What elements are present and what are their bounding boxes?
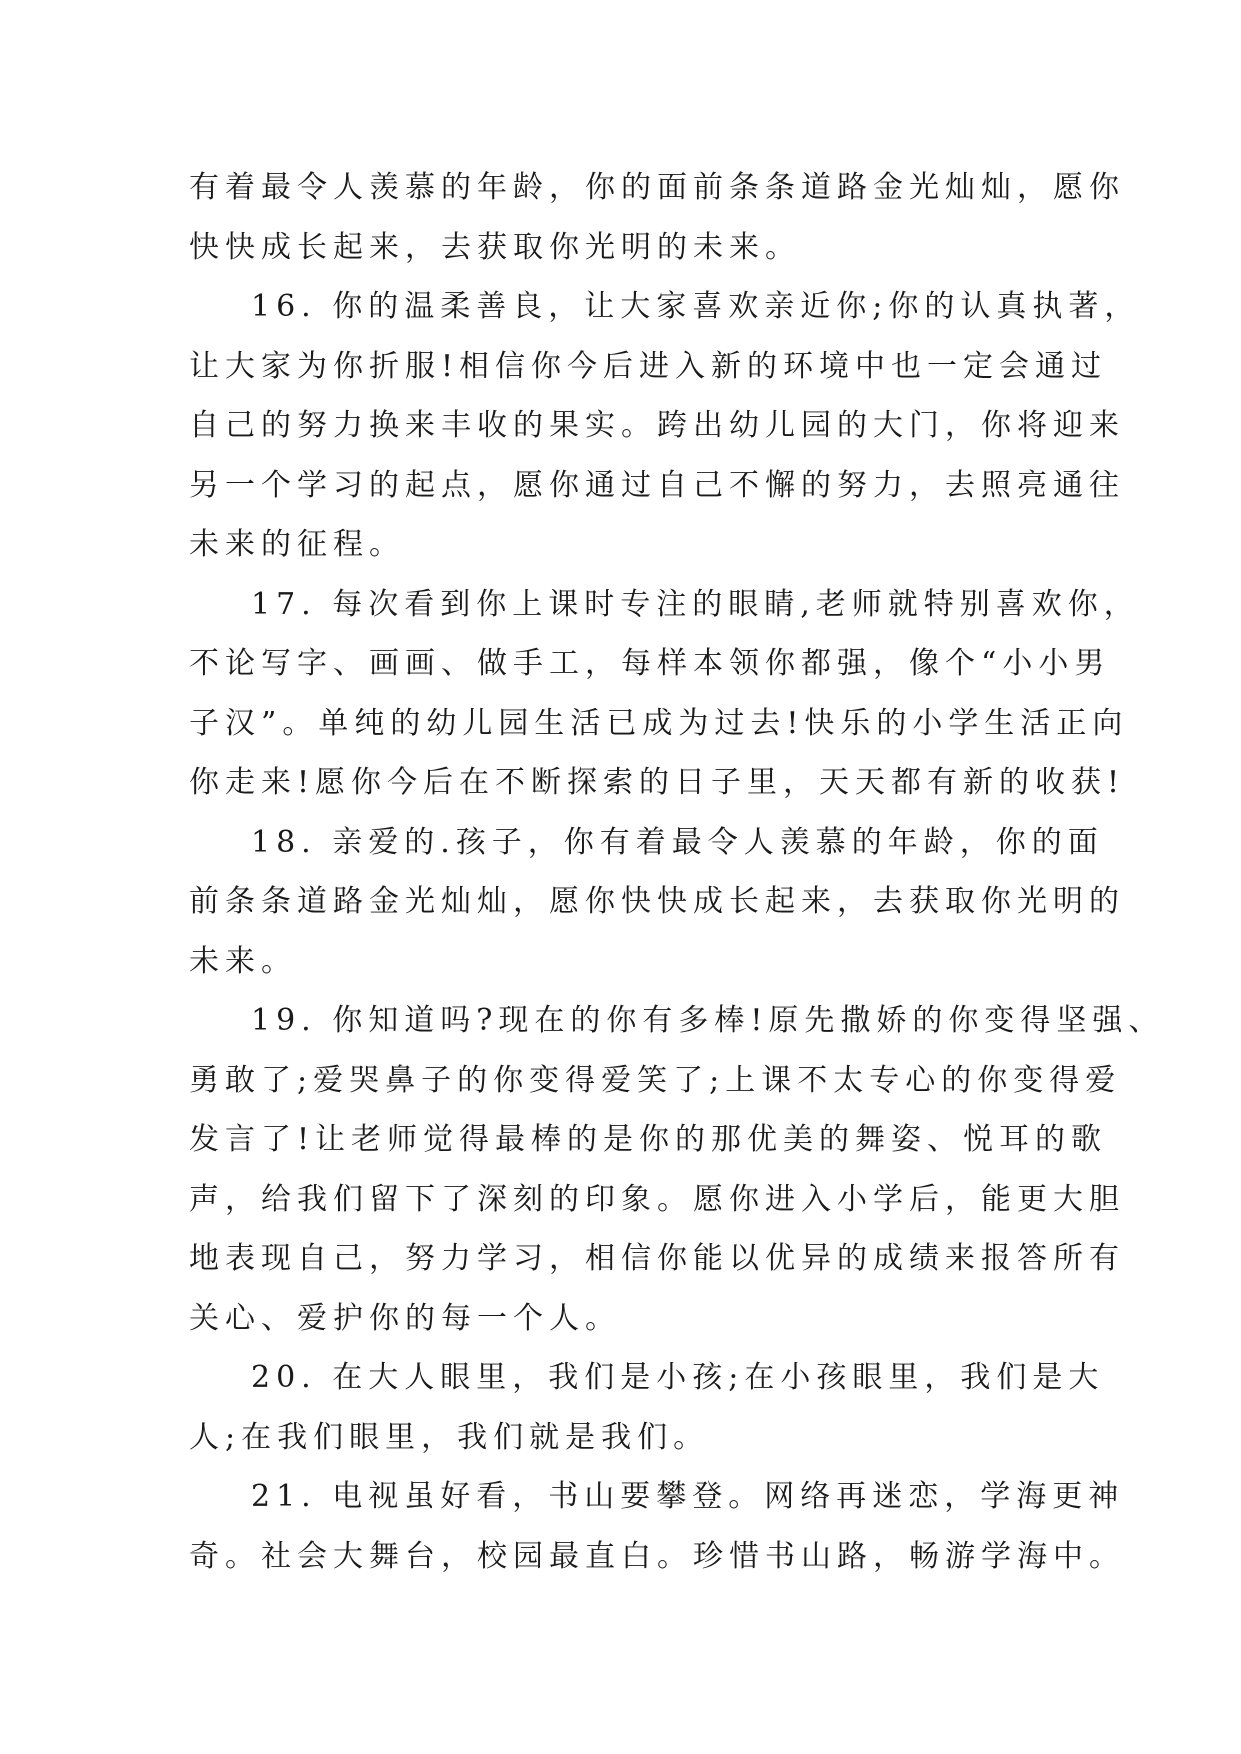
text-line: 快快成长起来，去获取你光明的未来。 xyxy=(189,229,801,265)
text-line: 子汉”。单纯的幼儿园生活已成为过去!快乐的小学生活正向 xyxy=(189,705,1129,741)
text-line: 未来的征程。 xyxy=(189,527,405,562)
text-line: 声，给我们留下了深刻的印象。愿你进入小学后，能更大胆 xyxy=(189,1181,1125,1217)
paragraph-21 xyxy=(189,1467,1125,1586)
text-line: 前条条道路金光灿灿，愿你快快成长起来，去获取你光明的 xyxy=(189,884,1125,919)
text-line: 人;在我们眼里，我们就是我们。 xyxy=(189,1419,710,1455)
text-line: 17. 每次看到你上课时专注的眼睛,老师就特别喜欢你， xyxy=(251,586,1140,622)
text-line: 16. 你的温柔善良，让大家喜欢亲近你;你的认真执著， xyxy=(251,289,1141,324)
paragraph-16 xyxy=(189,277,1141,575)
text-line: 20. 在大人眼里，我们是小孩;在小孩眼里，我们是大 xyxy=(251,1360,1105,1395)
text-line: 关心、爱护你的每一个人。 xyxy=(189,1300,621,1336)
document-body xyxy=(189,158,1165,1586)
text-line: 让大家为你折服!相信你今后进入新的环境中也一定会通过 xyxy=(189,348,1108,384)
text-line: 地表现自己，努力学习，相信你能以优异的成绩来报答所有 xyxy=(189,1241,1125,1276)
text-line: 另一个学习的起点，愿你通过自己不懈的努力，去照亮通往 xyxy=(189,467,1125,503)
paragraph-18 xyxy=(189,813,1125,992)
text-line: 有着最令人羡慕的年龄，你的面前条条道路金光灿灿，愿你 xyxy=(189,170,1125,205)
text-line: 21. 电视虽好看，书山要攀登。网络再迷恋，学海更神 xyxy=(251,1479,1125,1514)
paragraph-19 xyxy=(189,991,1165,1348)
text-line: 奇。社会大舞台，校园最直白。珍惜书山路，畅游学海中。 xyxy=(189,1538,1125,1574)
text-line: 自己的努力换来丰收的果实。跨出幼儿园的大门，你将迎来 xyxy=(189,408,1125,443)
text-line: 发言了!让老师觉得最棒的是你的那优美的舞姿、悦耳的歌 xyxy=(189,1122,1108,1157)
text-line: 未来。 xyxy=(189,943,297,979)
text-line: 18. 亲爱的.孩子，你有着最令人羡慕的年龄，你的面 xyxy=(251,824,1104,860)
text-line: 19. 你知道吗?现在的你有多棒!原先撒娇的你变得坚强、 xyxy=(251,1003,1165,1038)
text-line: 勇敢了;爱哭鼻子的你变得爱笑了;上课不太专心的你变得爱 xyxy=(189,1062,1122,1098)
paragraph-17 xyxy=(189,575,1140,813)
text-line: 不论写字、画画、做手工，每样本领你都强，像个“小小男 xyxy=(189,646,1111,681)
text-line: 你走来!愿你今后在不断探索的日子里，天天都有新的收获! xyxy=(189,765,1126,800)
paragraph-20 xyxy=(189,1348,1105,1467)
paragraph-15-continuation xyxy=(189,158,1125,277)
